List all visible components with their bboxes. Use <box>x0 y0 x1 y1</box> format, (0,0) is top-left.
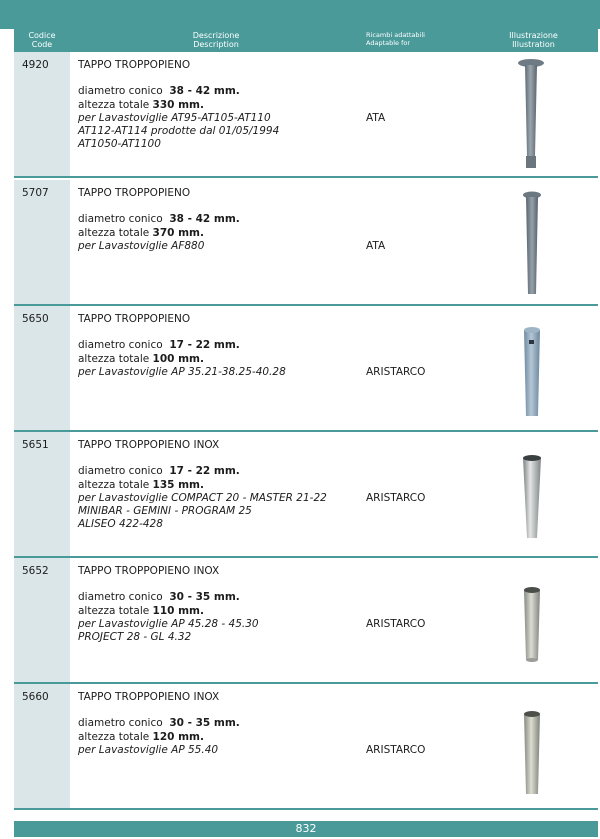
compat-note: per Lavastoviglie AT95-AT105-AT110 <box>78 111 271 124</box>
compat-note: per Lavastoviglie AP 45.28 - 45.30 <box>78 617 259 630</box>
table-row <box>14 684 598 810</box>
diameter-line: diametro conico 38 - 42 mm. <box>78 85 240 98</box>
overflow-plug-illustration <box>474 688 594 806</box>
diameter-line: diametro conico 17 - 22 mm. <box>78 339 240 352</box>
table-header <box>14 29 598 52</box>
adaptable-brand: ARISTARCO <box>366 366 426 378</box>
table-row <box>14 52 598 178</box>
overflow-plug-illustration <box>474 562 594 680</box>
overflow-plug-illustration <box>474 184 594 302</box>
product-code: 5650 <box>22 313 49 325</box>
product-description <box>78 59 368 152</box>
header-code: Codice Code <box>28 31 56 49</box>
table-row <box>14 180 598 306</box>
diameter-line: diametro conico 17 - 22 mm. <box>78 465 240 478</box>
diameter-line: diametro conico 30 - 35 mm. <box>78 591 240 604</box>
product-title: TAPPO TROPPOPIENO INOX <box>78 565 220 577</box>
adaptable-brand: ARISTARCO <box>366 744 426 756</box>
adaptable-brand: ARISTARCO <box>366 492 426 504</box>
compat-note: AT112-AT114 prodotte dal 01/05/1994 <box>78 125 280 138</box>
header-description: Descrizione Description <box>192 31 240 49</box>
diameter-line: diametro conico 30 - 35 mm. <box>78 717 240 730</box>
height-line: altezza totale 120 mm. <box>78 730 204 743</box>
adaptable-brand: ATA <box>366 240 386 252</box>
compat-note: MINIBAR - GEMINI - PROGRAM 25 <box>78 505 252 518</box>
product-description <box>78 439 368 532</box>
product-code: 5707 <box>22 187 49 199</box>
product-code: 5651 <box>22 439 49 451</box>
header-illustration: Illustrazione Illustration <box>509 31 558 49</box>
height-line: altezza totale 100 mm. <box>78 352 204 365</box>
adaptable-brand: ARISTARCO <box>366 618 426 630</box>
product-title: TAPPO TROPPOPIENO INOX <box>78 439 220 451</box>
table-row <box>14 432 598 558</box>
page-number: 832 <box>14 821 598 837</box>
height-line: altezza totale 135 mm. <box>78 478 204 491</box>
product-title: TAPPO TROPPOPIENO <box>78 187 191 199</box>
product-code: 4920 <box>22 59 49 71</box>
compat-note: per Lavastoviglie AP 55.40 <box>78 743 219 756</box>
top-band <box>0 0 600 29</box>
product-title: TAPPO TROPPOPIENO <box>78 59 191 71</box>
compat-note: per Lavastoviglie COMPACT 20 - MASTER 21-22 <box>78 491 327 504</box>
compat-note: per Lavastoviglie AP 35.21-38.25-40.28 <box>78 365 286 378</box>
overflow-plug-illustration <box>474 436 594 554</box>
compat-note: ALISEO 422-428 <box>78 518 163 531</box>
compat-note: PROJECT 28 - GL 4.32 <box>78 631 192 644</box>
height-line: altezza totale 110 mm. <box>78 604 204 617</box>
header-adaptable: Ricambi adattabili Adaptable for <box>366 31 425 47</box>
product-title: TAPPO TROPPOPIENO INOX <box>78 691 220 703</box>
product-title: TAPPO TROPPOPIENO <box>78 313 191 325</box>
product-code: 5660 <box>22 691 49 703</box>
compat-note: AT1050-AT1100 <box>78 138 161 151</box>
table-row <box>14 558 598 684</box>
overflow-plug-illustration <box>474 56 594 174</box>
compat-note: per Lavastoviglie AF880 <box>78 239 205 252</box>
product-description <box>78 187 368 253</box>
overflow-plug-illustration <box>474 310 594 428</box>
product-code: 5652 <box>22 565 49 577</box>
height-line: altezza totale 370 mm. <box>78 226 204 239</box>
height-line: altezza totale 330 mm. <box>78 98 204 111</box>
product-description <box>78 313 368 379</box>
adaptable-brand: ATA <box>366 112 386 124</box>
product-description <box>78 691 368 757</box>
product-description <box>78 565 368 644</box>
diameter-line: diametro conico 38 - 42 mm. <box>78 213 240 226</box>
table-row <box>14 306 598 432</box>
